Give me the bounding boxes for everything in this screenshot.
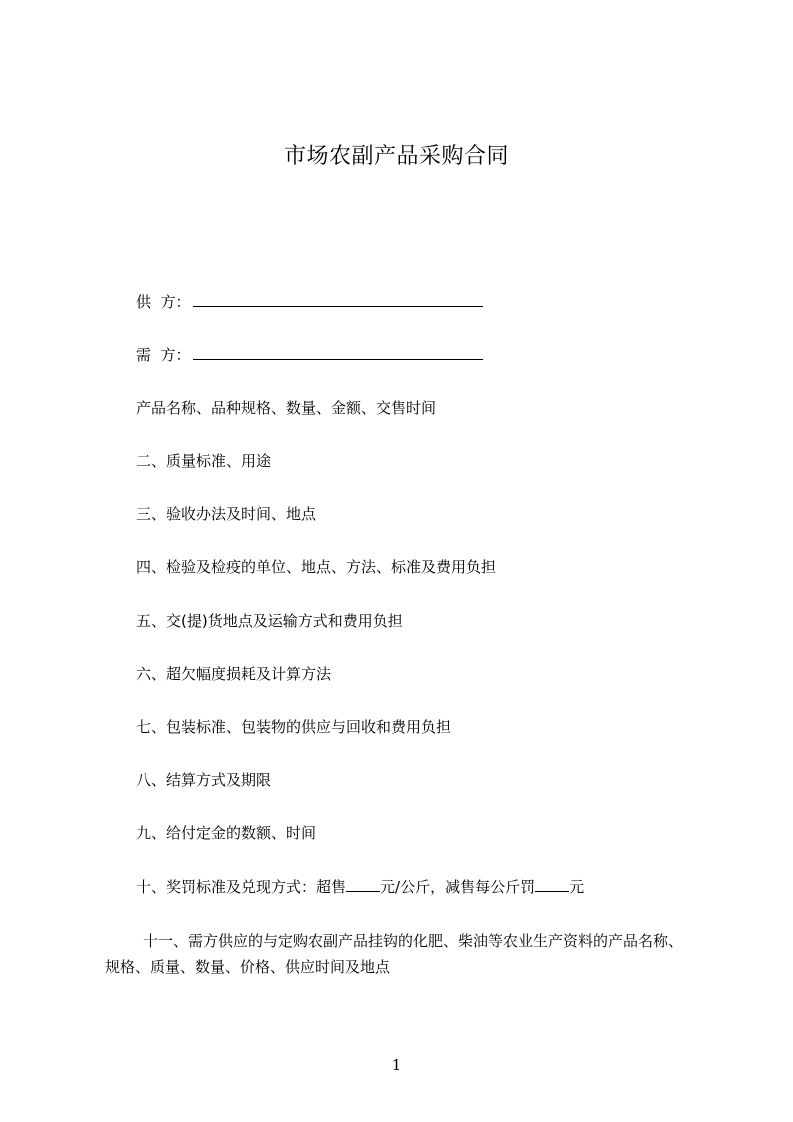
clause-item-11 bbox=[105, 928, 705, 980]
clause-item: 五、交(提)货地点及运输方式和费用负担 bbox=[136, 612, 403, 630]
clause-10-unit1: 元/公斤，减售每公斤罚 bbox=[380, 878, 536, 896]
supplier-line bbox=[136, 292, 483, 312]
page-number: 1 bbox=[391, 1056, 402, 1074]
clause-11-line2: 规格、质量、数量、价格、供应时间及地点 bbox=[105, 958, 391, 976]
undersale-penalty-blank bbox=[535, 877, 569, 892]
clause-item: 八、结算方式及期限 bbox=[136, 771, 272, 789]
buyer-blank bbox=[193, 345, 483, 360]
contract-title: 市场农副产品采购合同 bbox=[283, 144, 509, 169]
supplier-label: 供 方： bbox=[136, 293, 191, 311]
clause-item: 六、超欠幅度损耗及计算方法 bbox=[136, 665, 332, 683]
supplier-blank bbox=[193, 292, 483, 307]
buyer-line bbox=[136, 345, 483, 365]
clause-item-10 bbox=[136, 877, 584, 897]
oversale-reward-blank bbox=[346, 877, 380, 892]
buyer-label: 需 方： bbox=[136, 346, 191, 364]
clause-item: 四、检验及检疫的单位、地点、方法、标准及费用负担 bbox=[136, 558, 497, 576]
clause-item: 九、给付定金的数额、时间 bbox=[136, 824, 317, 842]
clause-10-prefix: 十、奖罚标准及兑现方式：超售 bbox=[136, 878, 347, 896]
clause-item: 二、质量标准、用途 bbox=[136, 452, 272, 470]
clause-item: 产品名称、品种规格、数量、金额、交售时间 bbox=[136, 399, 437, 417]
clause-item: 七、包装标准、包装物的供应与回收和费用负担 bbox=[136, 718, 452, 736]
clause-10-unit2: 元 bbox=[569, 878, 585, 896]
clause-11-line1: 十一、需方供应的与定购农副产品挂钩的化肥、柴油等农业生产资料的产品名称、 bbox=[143, 932, 684, 950]
clause-item: 三、验收办法及时间、地点 bbox=[136, 505, 317, 523]
